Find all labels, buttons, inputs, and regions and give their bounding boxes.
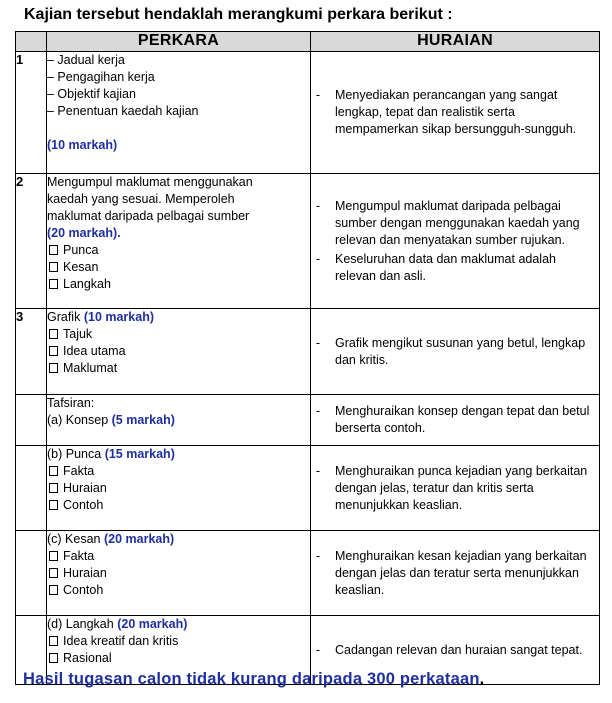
table-row — [16, 446, 600, 531]
mark-label: (15 markah) — [104, 447, 175, 461]
checkbox-icon — [49, 466, 58, 476]
perkara-title: (b) Punca (15 markah) — [47, 447, 175, 461]
checkbox-icon — [49, 245, 58, 255]
spacer — [47, 120, 310, 137]
perkara-cell — [47, 531, 311, 616]
page-heading: Kajian tersebut hendaklah merangkumi perkara berikut : — [24, 6, 453, 23]
header-perkara: PERKARA — [47, 32, 311, 52]
mark-label: (20 markah) — [117, 617, 188, 631]
perkara-title: Grafik (10 markah) — [47, 310, 155, 324]
bullet-dash: - — [315, 251, 321, 266]
checklist-item: Maklumat — [47, 360, 310, 377]
mark-label: (10 markah) — [47, 138, 118, 152]
perkara-text: maklumat daripada pelbagai sumber — [47, 209, 250, 223]
checkbox-icon — [49, 346, 58, 356]
checkbox-icon — [49, 500, 58, 510]
perkara-cell — [47, 52, 311, 174]
perkara-item: – Jadual kerja — [47, 53, 125, 67]
checklist-item: Langkah — [47, 276, 310, 293]
row-number: 2 — [16, 174, 47, 309]
checkbox-icon — [49, 483, 58, 493]
huraian-text: Menyediakan perancangan yang sangat lengkap, tepat dan realistik serta mempamerkan sikap bersungguh-sungguh. — [335, 88, 577, 136]
mark-label: (20 markah). — [47, 226, 121, 240]
perkara-title: (c) Kesan (20 markah) — [47, 532, 175, 546]
footer-period: . — [479, 670, 485, 688]
table-header-row — [16, 32, 600, 52]
checkbox-icon — [49, 653, 58, 663]
huraian-text: Menghuraikan kesan kejadian yang berkaitan dengan jelas dan teratur serta menunjukkan keaslian. — [335, 548, 587, 597]
row-number: 3 — [16, 309, 47, 395]
huraian-cell — [311, 52, 600, 174]
perkara-text: kaedah yang sesuai. Memperoleh — [47, 192, 235, 206]
huraian-bullet — [311, 251, 599, 285]
huraian-bullet — [311, 548, 599, 599]
table-row — [16, 52, 600, 174]
perkara-cell — [47, 309, 311, 395]
table-row — [16, 395, 600, 446]
bullet-dash: - — [315, 404, 321, 418]
checklist-item: Contoh — [47, 582, 310, 599]
huraian-text: Menghuraikan konsep dengan tepat dan betul berserta contoh. — [335, 404, 590, 435]
bullet-dash: - — [315, 463, 321, 478]
table-row — [16, 531, 600, 616]
huraian-cell — [311, 395, 600, 446]
perkara-item: – Objektif kajian — [47, 87, 136, 101]
row-number — [16, 446, 47, 531]
huraian-cell — [311, 531, 600, 616]
huraian-bullet — [311, 642, 599, 659]
checkbox-icon — [49, 551, 58, 561]
table-row — [16, 174, 600, 309]
checklist-item: Huraian — [47, 565, 310, 582]
checkbox-icon — [49, 363, 58, 373]
huraian-text: Keseluruhan data dan maklumat adalah relevan dan asli. — [335, 251, 556, 283]
row-number: 1 — [16, 52, 47, 174]
checkbox-icon — [49, 279, 58, 289]
checklist-item: Punca — [47, 242, 310, 259]
huraian-bullet — [311, 403, 599, 437]
bullet-dash: - — [315, 642, 321, 657]
bullet-dash: - — [315, 198, 321, 213]
perkara-cell — [47, 446, 311, 531]
mark-label: (20 markah) — [103, 532, 175, 546]
huraian-cell — [311, 309, 600, 395]
perkara-item: – Penentuan kaedah kajian — [47, 104, 199, 118]
checkbox-icon — [49, 585, 58, 595]
checklist-item: Rasional — [47, 650, 310, 667]
bullet-dash: - — [315, 335, 321, 350]
huraian-bullet — [311, 335, 599, 369]
footer-note — [23, 670, 484, 689]
row-number — [16, 531, 47, 616]
checklist-item: Contoh — [47, 497, 310, 514]
perkara-text: Mengumpul maklumat menggunakan — [47, 175, 253, 189]
row-number — [16, 395, 47, 446]
huraian-text: Menghuraikan punca kejadian yang berkaitan dengan jelas, teratur dan kritis serta menunjukkan keaslian. — [335, 463, 588, 512]
perkara-item: – Pengagihan kerja — [47, 70, 155, 84]
mark-label: (5 markah) — [111, 413, 175, 427]
checklist-item: Huraian — [47, 480, 310, 497]
header-num-cell — [16, 32, 47, 52]
checklist-item: Idea utama — [47, 343, 310, 360]
perkara-cell — [47, 395, 311, 446]
perkara-title: (a) Konsep (5 markah) — [47, 413, 175, 427]
table-row — [16, 309, 600, 395]
criteria-table — [15, 31, 600, 685]
huraian-text: Cadangan relevan dan huraian sangat tepat. — [335, 642, 583, 657]
huraian-bullet — [311, 463, 599, 514]
perkara-cell — [47, 174, 311, 309]
bullet-dash: - — [315, 548, 321, 563]
perkara-intro: Tafsiran: — [47, 396, 95, 410]
checklist-item: Kesan — [47, 259, 310, 276]
huraian-cell — [311, 446, 600, 531]
header-huraian: HURAIAN — [311, 32, 600, 52]
mark-label: (10 markah) — [83, 310, 155, 324]
checkbox-icon — [49, 262, 58, 272]
checklist-item: Fakta — [47, 548, 310, 565]
huraian-text: Mengumpul maklumat daripada pelbagai sumber dengan menggunakan kaedah yang relevan dan menyatakan sumber rujukan. — [335, 198, 580, 247]
checkbox-icon — [49, 636, 58, 646]
huraian-cell — [311, 174, 600, 309]
checkbox-icon — [49, 329, 58, 339]
checklist-item: Fakta — [47, 463, 310, 480]
bullet-dash: - — [315, 88, 321, 102]
huraian-bullet — [311, 87, 599, 138]
checkbox-icon — [49, 568, 58, 578]
huraian-text: Grafik mengikut susunan yang betul, lengkap dan kritis. — [335, 335, 586, 367]
perkara-title: (d) Langkah (20 markah) — [47, 617, 188, 631]
checklist-item: Tajuk — [47, 326, 310, 343]
checklist-item: Idea kreatif dan kritis — [47, 633, 310, 650]
footer-text: Hasil tugasan calon tidak kurang daripada 300 perkataan — [23, 670, 480, 688]
huraian-bullet — [311, 198, 599, 249]
